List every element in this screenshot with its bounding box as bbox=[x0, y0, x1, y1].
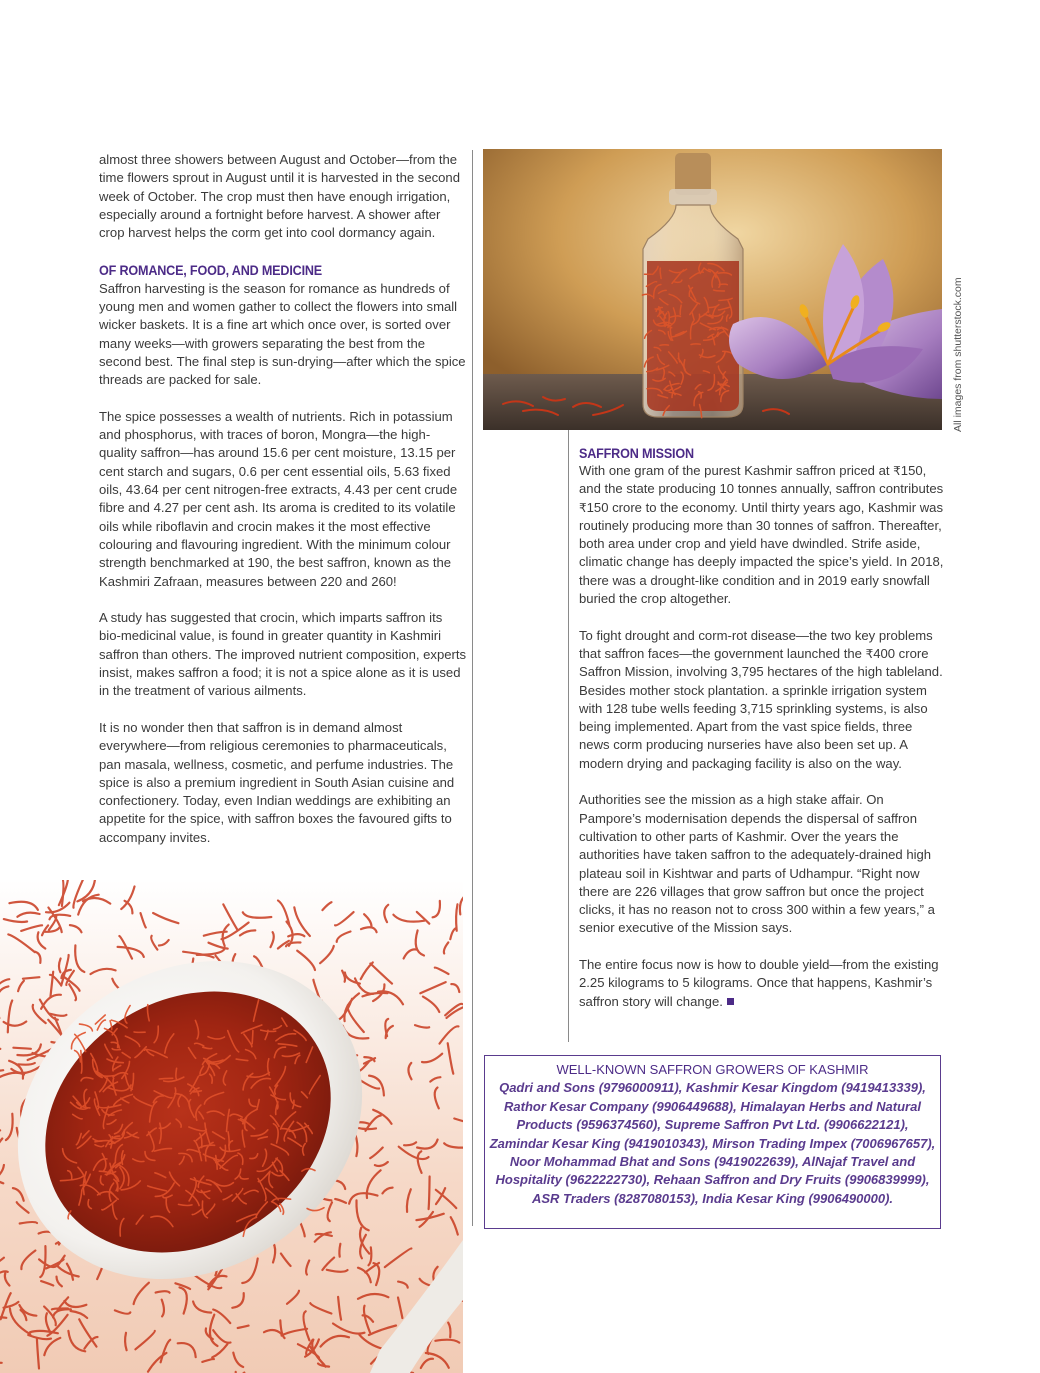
saffron-thread bbox=[404, 949, 417, 958]
saffron-spoon-image bbox=[0, 880, 463, 1373]
paragraph-mission-4 bbox=[579, 956, 944, 1011]
saffron-thread bbox=[42, 925, 48, 935]
saffron-thread bbox=[407, 1189, 411, 1212]
saffron-thread bbox=[193, 1302, 211, 1313]
saffron-thread bbox=[135, 1331, 154, 1349]
mission-1-text-c: 150 crore to the economy. Until thirty years ago, Kashmir was routinely producing more than 30 tonnes of saffron. Thereafter, both area under crop and yield have dwindled. Strife aside, climatic change has deeply impacted the spice’s yield. In 2018, there was a drought-like condition and in 2019 early snowfall buried the crop altogether. bbox=[579, 499, 944, 607]
saffron-thread bbox=[691, 344, 700, 345]
saffron-thread bbox=[327, 1270, 348, 1272]
saffron-thread bbox=[0, 1351, 2, 1363]
saffron-thread bbox=[360, 1335, 385, 1349]
saffron-bottle-flower-photo bbox=[483, 149, 942, 430]
saffron-thread bbox=[44, 1338, 60, 1355]
saffron-thread bbox=[364, 1306, 370, 1333]
saffron-thread bbox=[385, 1019, 388, 1036]
saffron-thread bbox=[161, 1340, 171, 1363]
paragraph-mission-2 bbox=[579, 627, 944, 773]
saffron-thread bbox=[68, 1331, 85, 1351]
saffron-thread bbox=[159, 1078, 172, 1079]
saffron-thread bbox=[444, 942, 448, 953]
saffron-thread bbox=[321, 1336, 350, 1347]
saffron-thread bbox=[4, 919, 27, 922]
saffron-thread bbox=[320, 946, 334, 963]
saffron-thread bbox=[37, 1338, 39, 1368]
saffron-thread bbox=[408, 1063, 411, 1079]
saffron-thread bbox=[23, 977, 40, 979]
saffron-thread bbox=[71, 1311, 88, 1318]
saffron-thread bbox=[322, 1258, 334, 1270]
saffron-thread bbox=[361, 962, 373, 979]
saffron-thread bbox=[370, 964, 392, 984]
paragraph-mission-1 bbox=[579, 462, 944, 608]
saffron-thread bbox=[281, 1254, 291, 1267]
growers-box-list: Qadri and Sons (9796000911), Kashmir Kesar Kingdom (9419413339), Rathor Kesar Company (9906449688), Himalayan Herbs and Natural Products (9596374560), Supreme Saffron Pvt Ltd. (9906622121), Zamindar Kesar King (9419010343), Mirson Trading Impex (7006967657), Noor Mohammad Bhat and Sons (9419022639), AlNajaf Travel and Hospitality (9622222730), Rehaan Saffron and Dry Fruits (9906839999), ASR Traders (8287080153), India Kesar King (9906490000). bbox=[489, 1080, 936, 1206]
saffron-thread bbox=[398, 1298, 402, 1319]
saffron-thread bbox=[356, 1127, 376, 1129]
saffron-thread bbox=[349, 1193, 377, 1204]
saffron-thread bbox=[17, 1202, 29, 1213]
saffron-thread bbox=[0, 1174, 3, 1183]
saffron-thread bbox=[20, 1222, 37, 1223]
saffron-thread bbox=[91, 969, 116, 974]
saffron-thread bbox=[4, 1022, 27, 1026]
saffron-thread bbox=[18, 1063, 35, 1065]
saffron-thread bbox=[303, 1311, 309, 1340]
saffron-thread bbox=[435, 968, 449, 974]
heading-saffron-mission: SAFFRON MISSION bbox=[579, 445, 694, 461]
paragraph-nutrients: The spice possesses a wealth of nutrients. Rich in potassium and phosphorus, with traces of boron, Mongra—the high-quality saffron—has around 15.6 per cent moisture, 13.15 per cent starch and sugars, 0.6 per cent essential oils, 5.63 fixed oils, 43.64 per cent nitrogen-free extracts, 4.43 per cent crude fibre and 4.27 per cent ash. Its aroma is credited to its volatile oils while riboflavin and crocin makes it the most effective colouring and flavouring ingredient. With the minimum colour strength benchmarked at 190, the best saffron, known as the Kashmiri Zafraan, measures between 220 and 260! bbox=[99, 408, 458, 589]
saffron-thread bbox=[348, 1005, 364, 1032]
saffron-thread bbox=[238, 1326, 249, 1328]
saffron-thread bbox=[67, 1264, 73, 1280]
saffron-thread bbox=[339, 1244, 340, 1257]
saffron-thread bbox=[360, 1228, 369, 1254]
rupee-symbol: ₹ bbox=[579, 500, 587, 515]
saffron-thread bbox=[50, 915, 71, 920]
saffron-thread bbox=[153, 913, 178, 923]
saffron-thread bbox=[454, 1119, 463, 1124]
left-column bbox=[99, 151, 467, 847]
saffron-thread bbox=[156, 1291, 170, 1293]
saffron-thread bbox=[451, 984, 459, 992]
saffron-thread bbox=[0, 986, 8, 1018]
saffron-thread bbox=[8, 1001, 12, 1033]
saffron-thread bbox=[213, 1330, 230, 1343]
saffron-thread bbox=[213, 1310, 230, 1324]
saffron-thread bbox=[338, 1297, 341, 1320]
saffron-thread bbox=[719, 284, 727, 285]
saffron-thread bbox=[5, 1273, 10, 1286]
saffron-thread bbox=[416, 930, 424, 955]
saffron-thread bbox=[223, 925, 229, 946]
saffron-thread bbox=[355, 978, 373, 994]
saffron-thread bbox=[423, 997, 439, 1012]
saffron-thread bbox=[448, 1323, 450, 1338]
saffron-thread bbox=[369, 1247, 372, 1265]
saffron-thread bbox=[358, 1294, 388, 1299]
saffron-thread bbox=[52, 1308, 68, 1309]
saffron-thread bbox=[365, 1263, 379, 1273]
saffron-thread bbox=[337, 932, 351, 942]
saffron-thread bbox=[356, 1200, 368, 1230]
saffron-thread bbox=[287, 1291, 299, 1304]
saffron-thread bbox=[148, 1353, 166, 1372]
saffron-thread bbox=[212, 1344, 227, 1357]
saffron-thread bbox=[134, 1283, 149, 1304]
right-column bbox=[579, 444, 944, 1011]
rupee-symbol: ₹ bbox=[893, 464, 901, 478]
saffron-thread bbox=[404, 1142, 416, 1145]
saffron-thread bbox=[433, 901, 440, 917]
saffron-growers-box bbox=[484, 1055, 941, 1229]
mission-2-text-b: 400 crore Saffron Mission, involving 3,795 hectares of the high tableland. Besides mother stock plantation. a sprinkle irrigation system with 128 tube wells feeding 3,715 sprinkling systems, is also being implemented. Apart from the vast spice fields, three news corm producing nurseries have also been set up. A modern drying and packaging facility is also on the way. bbox=[579, 645, 943, 771]
saffron-thread bbox=[223, 904, 237, 930]
saffron-thread bbox=[252, 1031, 253, 1044]
saffron-thread bbox=[115, 1310, 130, 1313]
saffron-thread bbox=[41, 1281, 53, 1285]
saffron-thread bbox=[460, 893, 463, 914]
saffron-thread bbox=[429, 1177, 430, 1210]
saffron-thread bbox=[0, 1317, 6, 1318]
saffron-thread bbox=[306, 1261, 309, 1275]
saffron-thread bbox=[361, 927, 377, 932]
saffron-thread bbox=[375, 1162, 388, 1166]
saffron-thread bbox=[8, 934, 35, 952]
end-of-article-square-icon bbox=[727, 998, 734, 1005]
section-divider-line bbox=[568, 430, 569, 1042]
saffron-bottle-flower-illustration bbox=[483, 149, 942, 430]
saffron-thread bbox=[121, 887, 134, 910]
saffron-thread bbox=[141, 913, 146, 927]
saffron-thread bbox=[13, 1048, 31, 1049]
saffron-thread bbox=[456, 904, 457, 931]
saffron-thread bbox=[322, 902, 331, 910]
saffron-thread bbox=[363, 1315, 374, 1321]
saffron-thread bbox=[13, 1188, 24, 1201]
saffron-thread bbox=[421, 1359, 433, 1368]
saffron-spoon-illustration bbox=[0, 880, 463, 1373]
saffron-thread bbox=[328, 1202, 332, 1221]
saffron-thread bbox=[450, 928, 456, 939]
paragraph-intro: almost three showers between August and October—from the time flowers sprout in August until it is harvested in the second week of October. The crop must then have enough irrigation, especially around a fortnight before harvest. A shower after crop harvest helps the corm get into cool dormancy again. bbox=[99, 152, 460, 241]
saffron-thread bbox=[335, 1199, 346, 1203]
saffron-thread bbox=[53, 1309, 71, 1317]
saffron-thread bbox=[0, 1139, 2, 1155]
saffron-thread bbox=[264, 1330, 282, 1334]
saffron-thread bbox=[159, 940, 169, 946]
paragraph-mission-3: Authorities see the mission as a high stake affair. On Pampore’s modernisation depends the dispersal of saffron cultivation to other parts of Kashmir. Over the years the authorities have taken saffron to the adequately-drained high plateau soil in Kishtwar and parts of Udhampur. “Right now there are 226 villages that grow saffron but once the project clicks, it has no reason not to cross 300 within a few years,” a senior executive of the Mission says. bbox=[579, 792, 935, 936]
saffron-thread bbox=[180, 1287, 187, 1313]
saffron-thread bbox=[0, 1073, 24, 1082]
saffron-thread bbox=[75, 945, 84, 972]
saffron-thread bbox=[21, 925, 42, 931]
saffron-thread bbox=[0, 1258, 4, 1268]
saffron-thread bbox=[243, 912, 271, 917]
saffron-thread bbox=[151, 936, 157, 950]
saffron-thread bbox=[418, 1151, 422, 1173]
saffron-thread bbox=[335, 912, 354, 925]
saffron-thread bbox=[57, 1277, 62, 1287]
saffron-thread bbox=[6, 1114, 13, 1140]
saffron-thread bbox=[46, 1313, 50, 1331]
saffron-thread bbox=[288, 934, 304, 936]
photo-credit: All images from shutterstock.com bbox=[952, 277, 964, 432]
saffron-thread bbox=[297, 951, 315, 970]
saffron-thread bbox=[59, 959, 61, 973]
saffron-thread bbox=[125, 1333, 127, 1350]
growers-box-title: WELL-KNOWN SAFFRON GROWERS OF KASHMIR bbox=[556, 1062, 869, 1077]
saffron-thread bbox=[385, 1248, 412, 1267]
saffron-thread bbox=[202, 1359, 214, 1362]
saffron-thread bbox=[370, 1148, 383, 1159]
saffron-thread bbox=[271, 932, 274, 947]
saffron-thread bbox=[21, 1251, 35, 1270]
saffron-thread bbox=[440, 1026, 459, 1043]
saffron-thread bbox=[422, 1054, 442, 1063]
saffron-thread bbox=[0, 1060, 3, 1071]
paragraph-demand: It is no wonder then that saffron is in demand almost everywhere—from religious ceremonies to pharmaceuticals, pan masala, wellness, cosmetic, and perfume industries. The spice is also a premium ingredient in South Asian cuisine and confectionery. Today, even Indian weddings are exhibiting an appetite for the spice, with saffron boxes the favoured gifts to accompany invites. bbox=[99, 719, 455, 845]
mission-1-text-a: With one gram of the purest Kashmir saffron priced at bbox=[579, 463, 894, 478]
paragraph-study: A study has suggested that crocin, which imparts saffron its bio-medicinal value, is found in greater quantity in Kashmiri saffron than others. The improved nutrient composition, experts insist, makes saffron a food; it is not a spice alone as it is used in the treatment of various ailments. bbox=[99, 610, 467, 699]
column-divider-line bbox=[472, 150, 473, 1226]
saffron-thread bbox=[310, 1303, 331, 1313]
saffron-thread bbox=[364, 914, 371, 927]
saffron-thread bbox=[420, 982, 445, 993]
saffron-thread bbox=[333, 1324, 365, 1334]
saffron-thread bbox=[448, 1043, 454, 1074]
saffron-thread bbox=[451, 1217, 458, 1234]
mission-4-text: The entire focus now is how to double yield—from the existing 2.25 kilograms to 5 kilograms. Once that happens, Kashmir’s saffron story will change. bbox=[579, 957, 939, 1009]
saffron-thread bbox=[384, 905, 388, 922]
saffron-thread bbox=[430, 1077, 440, 1081]
saffron-thread bbox=[11, 1067, 39, 1073]
saffron-thread bbox=[242, 1259, 257, 1284]
saffron-thread bbox=[444, 1143, 463, 1147]
saffron-thread bbox=[417, 1140, 438, 1149]
saffron-thread bbox=[415, 1025, 429, 1028]
paragraph-romance: Saffron harvesting is the season for romance as hundreds of young men and women gather to collect the flowers into small wicker baskets. It is a fine art which once over, is sorted over many weeks—with growers separating the best from the second best. The final step is sun-drying—after which the spice threads are packed for sale. bbox=[99, 280, 466, 388]
saffron-thread bbox=[660, 345, 669, 346]
mission-2-text-a: To fight drought and corm-rot disease—the two key problems that saffron faces—the government launched the bbox=[579, 627, 933, 661]
saffron-thread bbox=[125, 901, 133, 914]
saffron-thread bbox=[35, 952, 40, 963]
saffron-thread bbox=[9, 902, 38, 910]
saffron-thread bbox=[369, 1326, 396, 1336]
mission-1-text-b: 150, and the state producing 10 tonnes annually, saffron contributes bbox=[579, 463, 944, 497]
saffron-thread bbox=[64, 1301, 86, 1307]
saffron-thread bbox=[178, 1343, 196, 1357]
saffron-thread bbox=[233, 1353, 243, 1367]
saffron-thread bbox=[345, 973, 360, 984]
saffron-thread bbox=[70, 925, 82, 932]
saffron-thread bbox=[282, 1329, 308, 1336]
saffron-thread bbox=[240, 930, 255, 935]
saffron-thread bbox=[162, 1300, 164, 1317]
heading-romance-food-medicine: OF ROMANCE, FOOD, AND MEDICINE bbox=[99, 261, 323, 278]
saffron-thread bbox=[50, 1014, 67, 1016]
saffron-thread bbox=[232, 1293, 243, 1308]
saffron-thread bbox=[383, 1188, 393, 1194]
saffron-thread bbox=[294, 907, 310, 936]
saffron-thread bbox=[435, 1088, 439, 1109]
saffron-thread bbox=[435, 1340, 459, 1343]
saffron-thread bbox=[17, 913, 39, 917]
rupee-symbol: ₹ bbox=[865, 646, 874, 661]
saffron-thread bbox=[398, 1282, 408, 1288]
saffron-thread bbox=[18, 981, 24, 992]
